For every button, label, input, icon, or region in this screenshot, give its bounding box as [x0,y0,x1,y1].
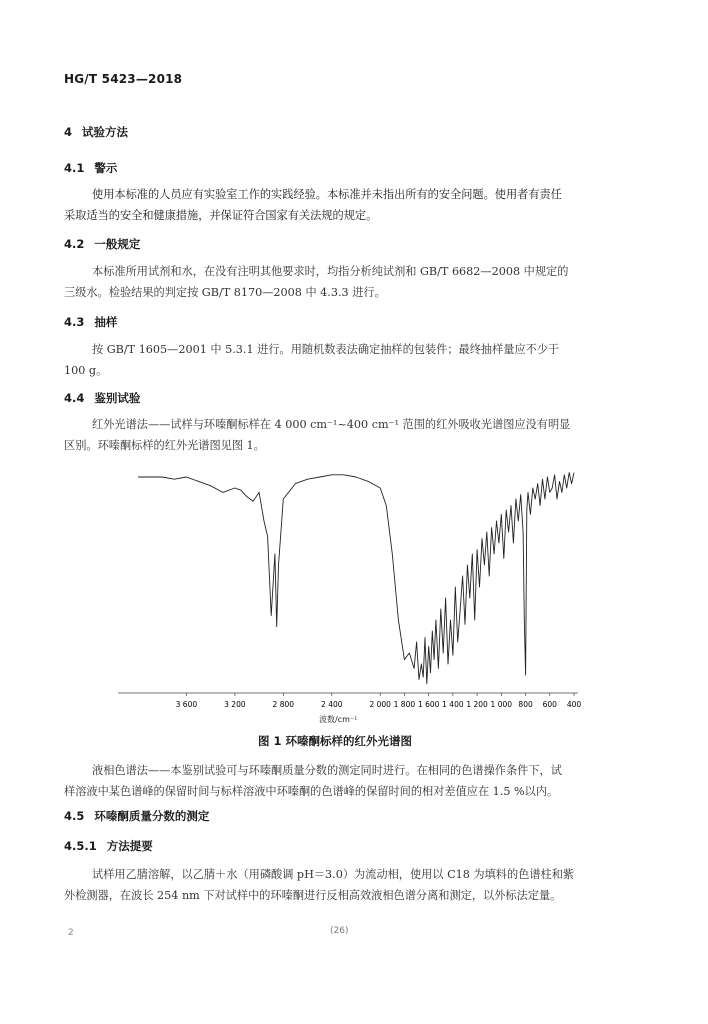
section-4-5-1-heading [64,838,153,854]
section-number: 4.5 [64,809,85,823]
x-tick-label: 1 400 [442,700,464,709]
paragraph-line: 100 g。 [64,364,108,377]
x-tick-label: 1 600 [417,700,440,709]
section-title: 鉴别试验 [94,391,141,405]
x-axis-tick-labels [176,700,582,709]
general-paragraph [64,261,568,303]
section-title: 方法提要 [106,839,153,853]
ir-spectrum-chart [118,462,588,712]
x-tick-label: 2 800 [272,700,295,709]
section-title: 环嗪酮质量分数的测定 [94,809,210,823]
x-tick-label: 800 [518,700,533,709]
section-title: 警示 [94,161,118,175]
section-title: 一般规定 [94,237,141,251]
section-4-heading [64,124,128,140]
section-4-3-heading [64,314,117,330]
paragraph-line: 试样用乙腈溶解，以乙腈＋水（用磷酸调 pH＝3.0）为流动相，使用以 C18 为填料的色谱柱和紫 [92,868,575,881]
x-tick-label: 2 400 [321,700,343,709]
paragraph-line: 使用本标准的人员应有实验室工作的实践经验。本标准并未指出所有的安全问题。使用者有责任 [92,188,562,201]
x-tick-label: 400 [566,700,582,709]
x-tick-label: 1 800 [393,700,416,709]
figure-caption: 图 1 环嗪酮标样的红外光谱图 [258,734,413,748]
section-4-4-heading [64,390,140,406]
section-title: 试验方法 [82,125,129,139]
x-tick-label: 600 [542,700,557,709]
page-reference: (26) [330,926,349,936]
paragraph-line: 按 GB/T 1605—2001 中 5.3.1 进行。用随机数表法确定抽样的包装件；最终抽样量应不少于 [92,343,560,356]
x-tick-label: 3 600 [175,700,198,709]
x-tick-label: 1 000 [490,700,513,709]
paragraph-line: 样溶液中某色谱峰的保留时间与标样溶液中环嗪酮的色谱峰的保留时间的相对差值应在 1.5 %以内。 [64,785,559,798]
page-number: 2 [68,928,74,938]
paragraph-line: 红外光谱法——试样与环嗪酮标样在 4 000 cm⁻¹~400 cm⁻¹ 范围的红外吸收光谱图应没有明显 [92,418,571,431]
paragraph-line: 本标准所用试剂和水，在没有注明其他要求时，均指分析纯试剂和 GB/T 6682—2008 中规定的 [92,265,569,278]
x-tick-label: 1 200 [466,700,488,709]
section-number: 4.3 [64,315,85,329]
paragraph-line: 液相色谱法——本鉴别试验可与环嗪酮质量分数的测定同时进行。在相同的色谱操作条件下，试 [92,764,562,777]
section-number: 4.2 [64,237,85,251]
x-tick-label: 3 200 [224,700,246,709]
x-tick-label: 2 000 [369,700,391,709]
paragraph-line: 采取适当的安全和健康措施，并保证符合国家有关法规的规定。 [64,209,378,222]
lc-identification-paragraph [64,760,562,802]
sampling-paragraph [64,339,559,381]
section-number: 4 [64,125,73,139]
section-4-1-heading [64,160,117,176]
section-number: 4.5.1 [64,839,97,853]
standard-code: HG/T 5423—2018 [64,72,183,86]
method-paragraph [64,864,574,906]
section-number: 4.4 [64,391,85,405]
identification-paragraph [64,414,570,456]
paragraph-line: 三级水。检验结果的判定按 GB/T 8170—2008 中 4.3.3 进行。 [64,286,386,299]
warning-paragraph [64,184,562,226]
section-number: 4.1 [64,161,85,175]
section-title: 抽样 [94,315,118,329]
x-axis-title: 波数/cm⁻¹ [319,715,358,724]
section-4-2-heading [64,236,140,252]
section-4-5-heading [64,808,209,824]
paragraph-line: 区别。环嗪酮标样的红外光谱图见图 1。 [64,439,265,452]
paragraph-line: 外检测器，在波长 254 nm 下对试样中的环嗪酮进行反相高效液相色谱分离和测定，以外标法定量。 [64,889,562,902]
